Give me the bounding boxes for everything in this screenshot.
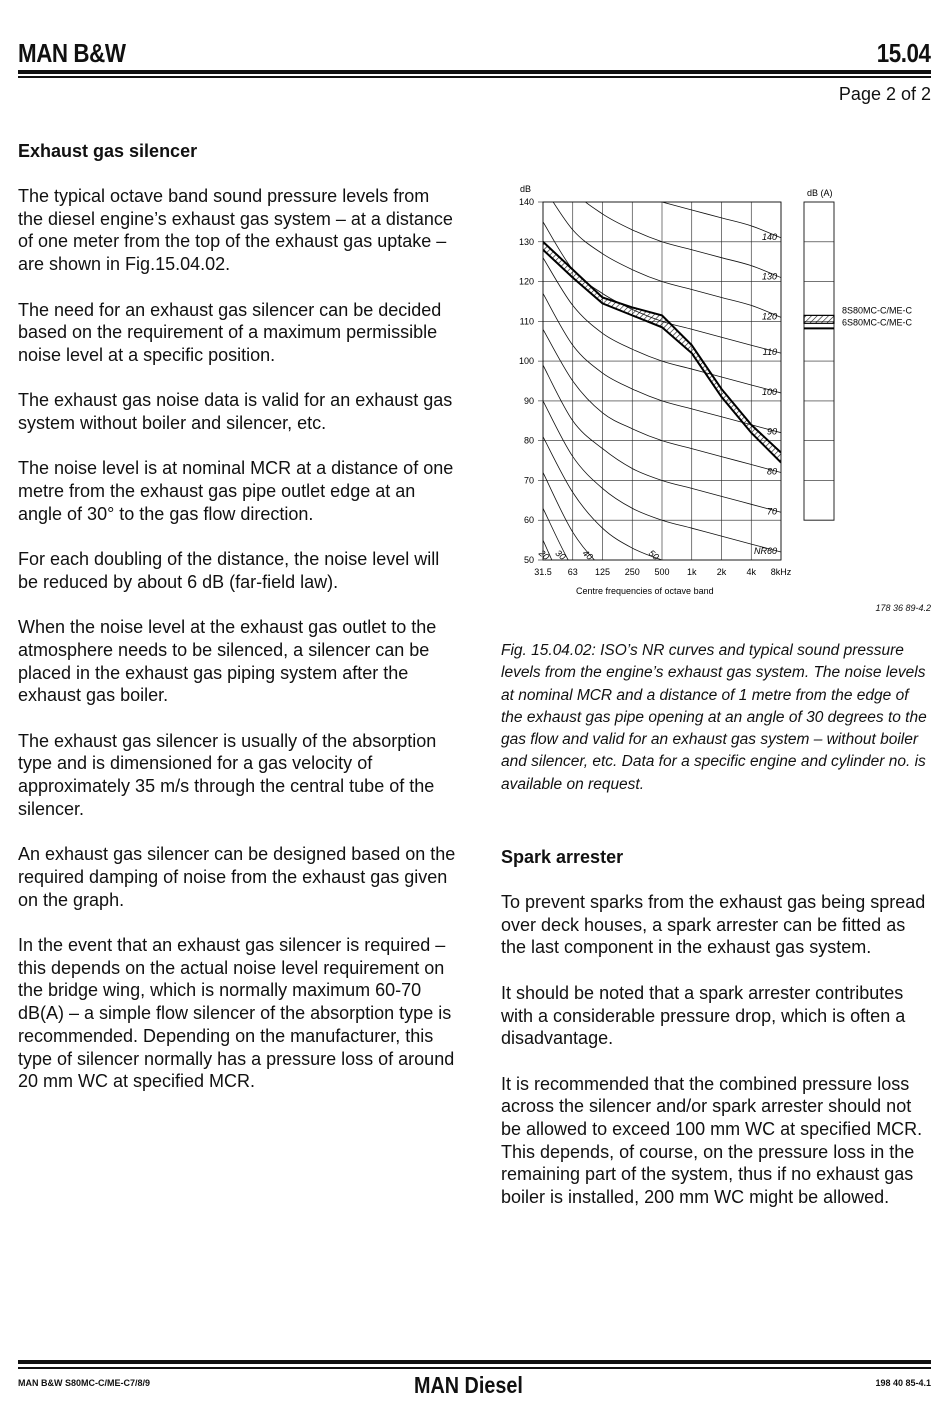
nr-curve-label: 80 xyxy=(766,466,777,477)
nr-curve-label: NR60 xyxy=(753,546,777,557)
nr-curve-label: 140 xyxy=(761,231,777,242)
dba-marker-label: 6S80MC-C/ME-C xyxy=(842,317,913,328)
y-tick-label: 130 xyxy=(518,236,534,247)
y-tick-label: 120 xyxy=(518,276,534,287)
nr-curve-label: 100 xyxy=(761,386,777,397)
nr-curve-label: 40 xyxy=(580,547,595,562)
left-column xyxy=(18,140,458,1116)
section-heading-silencer: Exhaust gas silencer xyxy=(18,141,198,161)
header-rule-thin xyxy=(18,76,931,78)
x-tick-label: 125 xyxy=(594,567,611,577)
page-number: Page 2 of 2 xyxy=(838,84,931,104)
paragraph: For each doubling of the distance, the noise level will be reduced by about 6 dB (far-field law). xyxy=(18,549,440,592)
x-axis-label: Centre frequencies of octave band xyxy=(576,586,714,596)
nr-curve-label: 30 xyxy=(553,547,568,562)
figure-caption-block xyxy=(501,640,933,796)
paragraph: The noise level is at nominal MCR at a distance of one metre from the exhaust gas pipe outlet edge at an angle of 30° to the gas flow direction. xyxy=(18,458,454,524)
section-number: 15.04 xyxy=(877,38,931,68)
y-tick-label: 110 xyxy=(519,316,534,327)
paragraph: The exhaust gas silencer is usually of the absorption type and is dimensioned for a gas velocity of approximately 35 m/s through the central tube of the silencer. xyxy=(18,730,437,819)
paragraph: It should be noted that a spark arrester contributes with a considerable pressure drop, which is often a disadvantage. xyxy=(501,982,906,1049)
y-tick-label: 70 xyxy=(523,475,534,486)
nr-curve-label: 110 xyxy=(762,347,777,358)
footer-logo-text: MAN Diesel xyxy=(414,1372,523,1398)
x-tick-label: 8kHz xyxy=(770,567,792,577)
nr-curves-chart xyxy=(500,180,940,600)
section-heading-spark-arrester: Spark arrester xyxy=(501,847,624,867)
x-tick-label: 63 xyxy=(567,567,578,577)
nr-curve-label: 120 xyxy=(761,311,777,322)
y-tick-label: 80 xyxy=(523,435,534,446)
nr-curve-label: 90 xyxy=(766,426,777,437)
x-tick-label: 250 xyxy=(624,567,640,577)
dba-marker-8s80 xyxy=(804,315,834,323)
header-rule-thick xyxy=(18,70,931,74)
y-tick-label: 60 xyxy=(523,515,534,526)
nr-curve-label: 20 xyxy=(537,547,552,562)
y-tick-label: 90 xyxy=(523,395,534,406)
right-column xyxy=(501,846,933,1232)
x-tick-label: 31.5 xyxy=(534,567,552,577)
paragraph: To prevent sparks from the exhaust gas being spread over deck houses, a spark arrester can be fitted as the last component in the exhaust gas system. xyxy=(501,892,926,958)
y-tick-label: 100 xyxy=(518,356,534,367)
figure-reference: 178 36 89-4.2 xyxy=(875,603,931,613)
paragraph: It is recommended that the combined pressure loss across the silencer and/or spark arrester should not be allowed to exceed 100 mm WC at specified MCR. This depends, of course, on the pressure loss in the remaining part of the system, thus if no exhaust gas boiler is installed, 200 mm WC might be allowed. xyxy=(501,1073,923,1208)
footer-rule-thick xyxy=(18,1360,931,1364)
x-tick-label: 4k xyxy=(746,567,757,577)
paragraph: In the event that an exhaust gas silencer is required – this depends on the actual noise level requirement on the bridge wing, which is normally maximum 60-70 dB(A) – a simple flow silencer of the absorption type is recommended. Depending on the manufacturer, this type of silencer normally has a pressure loss of around 20 mm WC at specified MCR. xyxy=(18,935,455,1092)
y-tick-label: 50 xyxy=(523,555,534,565)
paragraph: The typical octave band sound pressure levels from the diesel engine’s exhaust gas system – at a distance of one meter from the top of the exhaust gas uptake – are shown in Fig.15.04.02. xyxy=(18,186,453,275)
brand-title: MAN B&W xyxy=(18,38,126,68)
x-tick-label: 2k xyxy=(716,567,727,577)
footer-rule-thin xyxy=(18,1367,931,1369)
paragraph: When the noise level at the exhaust gas outlet to the atmosphere needs to be silenced, a silencer can be placed in the exhaust gas piping system after the exhaust gas boiler. xyxy=(18,617,437,706)
footer-doc-number: 198 40 85-4.1 xyxy=(875,1378,931,1388)
paragraph: An exhaust gas silencer can be designed based on the required damping of noise from the exhaust gas given on the graph. xyxy=(18,844,456,910)
nr-curve-label: 50 xyxy=(646,547,661,562)
dba-axis-label: dB (A) xyxy=(807,188,833,198)
x-tick-label: 500 xyxy=(654,567,670,577)
x-tick-label: 1k xyxy=(686,567,697,577)
figure-caption: Fig. 15.04.02: ISO’s NR curves and typical sound pressure levels from the engine’s exhaust gas system. The noise levels at nominal MCR and a distance of 1 metre from the edge of the exhaust gas pipe opening at an angle of 30 degrees to the gas flow and valid for an exhaust gas system – without boiler and silencer, etc. Data for a specific engine and cylinder no. is available on request. xyxy=(501,642,927,793)
nr-curve-label: 70 xyxy=(766,506,777,517)
nr-curve-label: 130 xyxy=(761,271,777,282)
dba-marker-label: 8S80MC-C/ME-C xyxy=(842,305,913,316)
footer-model: MAN B&W S80MC-C/ME-C7/8/9 xyxy=(18,1378,151,1388)
paragraph: The need for an exhaust gas silencer can be decided based on the requirement of a maximum permissible noise level at a specific position. xyxy=(18,299,442,365)
y-axis-label: dB xyxy=(520,184,532,194)
y-tick-label: 140 xyxy=(518,197,534,207)
paragraph: The exhaust gas noise data is valid for an exhaust gas system without boiler and silencer, etc. xyxy=(18,390,453,433)
